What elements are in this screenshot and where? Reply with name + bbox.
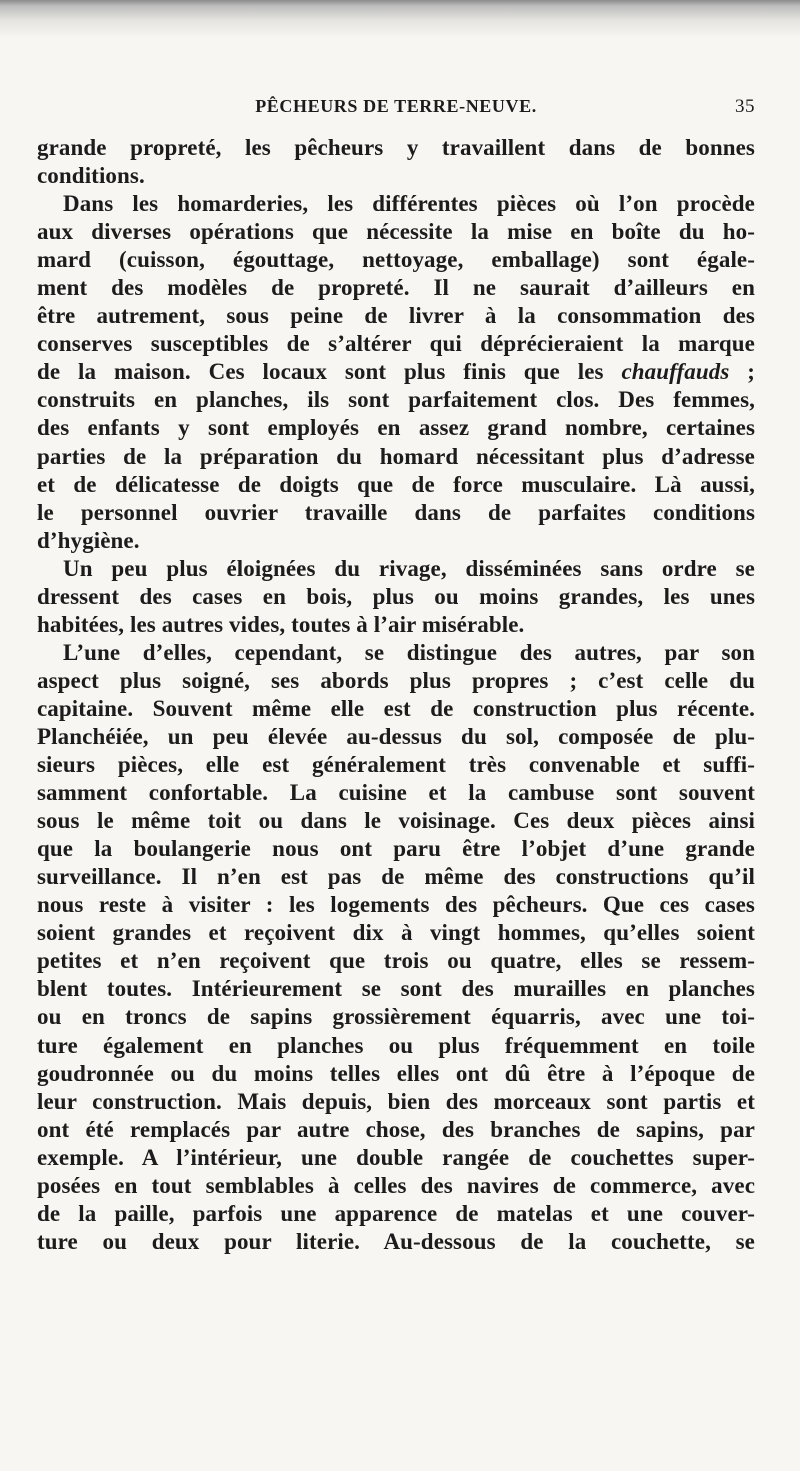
text-line-content: goudronnée ou du moins telles elles ont dû être à l’époque de xyxy=(37,1060,755,1086)
text-line xyxy=(37,1228,755,1256)
text-line-content: parties de la préparation du homard nécessitant plus d’adresse xyxy=(37,443,755,469)
text-line xyxy=(37,611,755,639)
text-line xyxy=(37,1032,755,1060)
text-line xyxy=(37,190,755,218)
text-line-content: aspect plus soigné, ses abords plus propres ; c’est celle du xyxy=(37,667,755,693)
text-line-content: L’une d’elles, cependant, se distingue des autres, par son xyxy=(63,639,755,665)
text-line-content: ture également en planches ou plus fréquemment en toile xyxy=(37,1032,755,1058)
text-line-content: ment des modèles de propreté. Il ne saurait d’ailleurs en xyxy=(37,275,755,301)
text-line xyxy=(37,919,755,947)
text-line-content: nous reste à visiter : les logements des pêcheurs. Que ces cases xyxy=(37,892,755,918)
text-line xyxy=(37,695,755,723)
text-line-content: et de délicatesse de doigts que de force musculaire. Là aussi, xyxy=(37,471,755,497)
text-line-content: mard (cuisson, égouttage, nettoyage, emballage) sont égale- xyxy=(37,247,755,273)
text-line-content: construits en planches, ils sont parfaitement clos. Des femmes, xyxy=(37,387,755,413)
text-line xyxy=(37,358,755,386)
text-line-content: le personnel ouvrier travaille dans de parfaites conditions xyxy=(37,499,755,525)
scan-top-edge xyxy=(0,0,800,38)
text-line-content: conserves susceptibles de s’altérer qui déprécieraient la marque xyxy=(37,331,755,357)
text-line xyxy=(37,386,755,414)
text-line xyxy=(37,218,755,246)
text-line xyxy=(37,1060,755,1088)
text-line-content: blent toutes. Intérieurement se sont des murailles en planches xyxy=(37,976,755,1002)
text-line-content: aux diverses opérations que nécessite la mise en boîte du ho- xyxy=(37,219,755,245)
text-line xyxy=(37,639,755,667)
text-line xyxy=(37,1200,755,1228)
text-line-content: ou en troncs de sapins grossièrement équarris, avec une toi- xyxy=(37,1004,755,1030)
text-line-content: de la paille, parfois une apparence de matelas et une couver- xyxy=(37,1200,755,1226)
page-number: 35 xyxy=(735,96,755,117)
text-line-content: Dans les homarderies, les différentes pièces où l’on procède xyxy=(63,191,755,217)
running-head xyxy=(37,96,755,134)
text-line-content: soient grandes et reçoivent dix à vingt hommes, qu’elles soient xyxy=(37,920,755,946)
text-line-content: des enfants y sont employés en assez grand nombre, certaines xyxy=(37,415,755,441)
text-line xyxy=(37,414,755,442)
text-line xyxy=(37,667,755,695)
text-line-content: sieurs pièces, elle est généralement très convenable et suffi- xyxy=(37,752,755,778)
text-line-content: ture ou deux pour literie. Au-dessous de la couchette, se xyxy=(37,1228,755,1254)
text-line-content: leur construction. Mais depuis, bien des morceaux sont partis et xyxy=(37,1088,755,1114)
text-line xyxy=(37,302,755,330)
text-line-content: habitées, les autres vides, toutes à l’air misérable. xyxy=(37,611,525,637)
text-line-content: posées en tout semblables à celles des navires de commerce, avec xyxy=(37,1172,755,1198)
text-line-content: Un peu plus éloignées du rivage, disséminées sans ordre se xyxy=(63,555,755,581)
text-line xyxy=(37,555,755,583)
text-line xyxy=(37,779,755,807)
text-line xyxy=(37,1116,755,1144)
text-line xyxy=(37,471,755,499)
text-line-content: grande propreté, les pêcheurs y travaillent dans de bonnes xyxy=(37,135,755,160)
text-line-content: surveillance. Il n’en est pas de même des constructions qu’il xyxy=(37,864,755,890)
text-line-content: ont été remplacés par autre chose, des branches de sapins, par xyxy=(37,1116,755,1142)
text-line xyxy=(37,274,755,302)
text-line-content: d’hygiène. xyxy=(37,527,140,553)
text-line xyxy=(37,1172,755,1200)
text-line-content: de la maison. Ces locaux sont plus finis que les xyxy=(37,359,604,385)
text-line xyxy=(37,330,755,358)
text-line-content: samment confortable. La cuisine et la cambuse sont souvent xyxy=(37,780,755,806)
text-line xyxy=(37,947,755,975)
text-line xyxy=(37,835,755,863)
text-line xyxy=(37,443,755,471)
text-line-content: conditions. xyxy=(37,163,145,189)
text-line-content: exemple. A l’intérieur, une double rangée de couchettes super- xyxy=(37,1144,755,1170)
text-line xyxy=(37,527,755,555)
text-line-content: que la boulangerie nous ont paru être l’objet d’une grande xyxy=(37,836,755,862)
text-line-content: être autrement, sous peine de livrer à la consommation des xyxy=(37,303,755,329)
text-line xyxy=(37,1088,755,1116)
text-line xyxy=(37,162,755,190)
italic-term: chauffauds xyxy=(621,359,730,385)
text-line-content: dressent des cases en bois, plus ou moins grandes, les unes xyxy=(37,583,755,609)
text-line xyxy=(37,1144,755,1172)
text-line-content: petites et n’en reçoivent que trois ou quatre, elles se ressem- xyxy=(37,948,755,974)
text-line xyxy=(37,246,755,274)
running-title: PÊCHEURS DE TERRE-NEUVE. xyxy=(255,96,537,116)
text-line xyxy=(37,499,755,527)
text-line xyxy=(37,975,755,1003)
text-line-content: Planchéiée, un peu élevée au-dessus du sol, composée de plu- xyxy=(37,723,755,749)
text-line-content: capitaine. Souvent même elle est de construction plus récente. xyxy=(37,695,755,721)
text-line xyxy=(37,583,755,611)
text-line xyxy=(37,134,755,162)
text-line xyxy=(37,807,755,835)
text-line xyxy=(37,751,755,779)
body-text xyxy=(37,134,755,1256)
text-line xyxy=(37,863,755,891)
book-page xyxy=(37,96,755,1256)
text-line xyxy=(37,891,755,919)
text-line xyxy=(37,723,755,751)
text-line xyxy=(37,1003,755,1031)
line-punctuation: ; xyxy=(729,359,755,385)
text-line-content: sous le même toit ou dans le voisinage. Ces deux pièces ainsi xyxy=(37,808,755,834)
